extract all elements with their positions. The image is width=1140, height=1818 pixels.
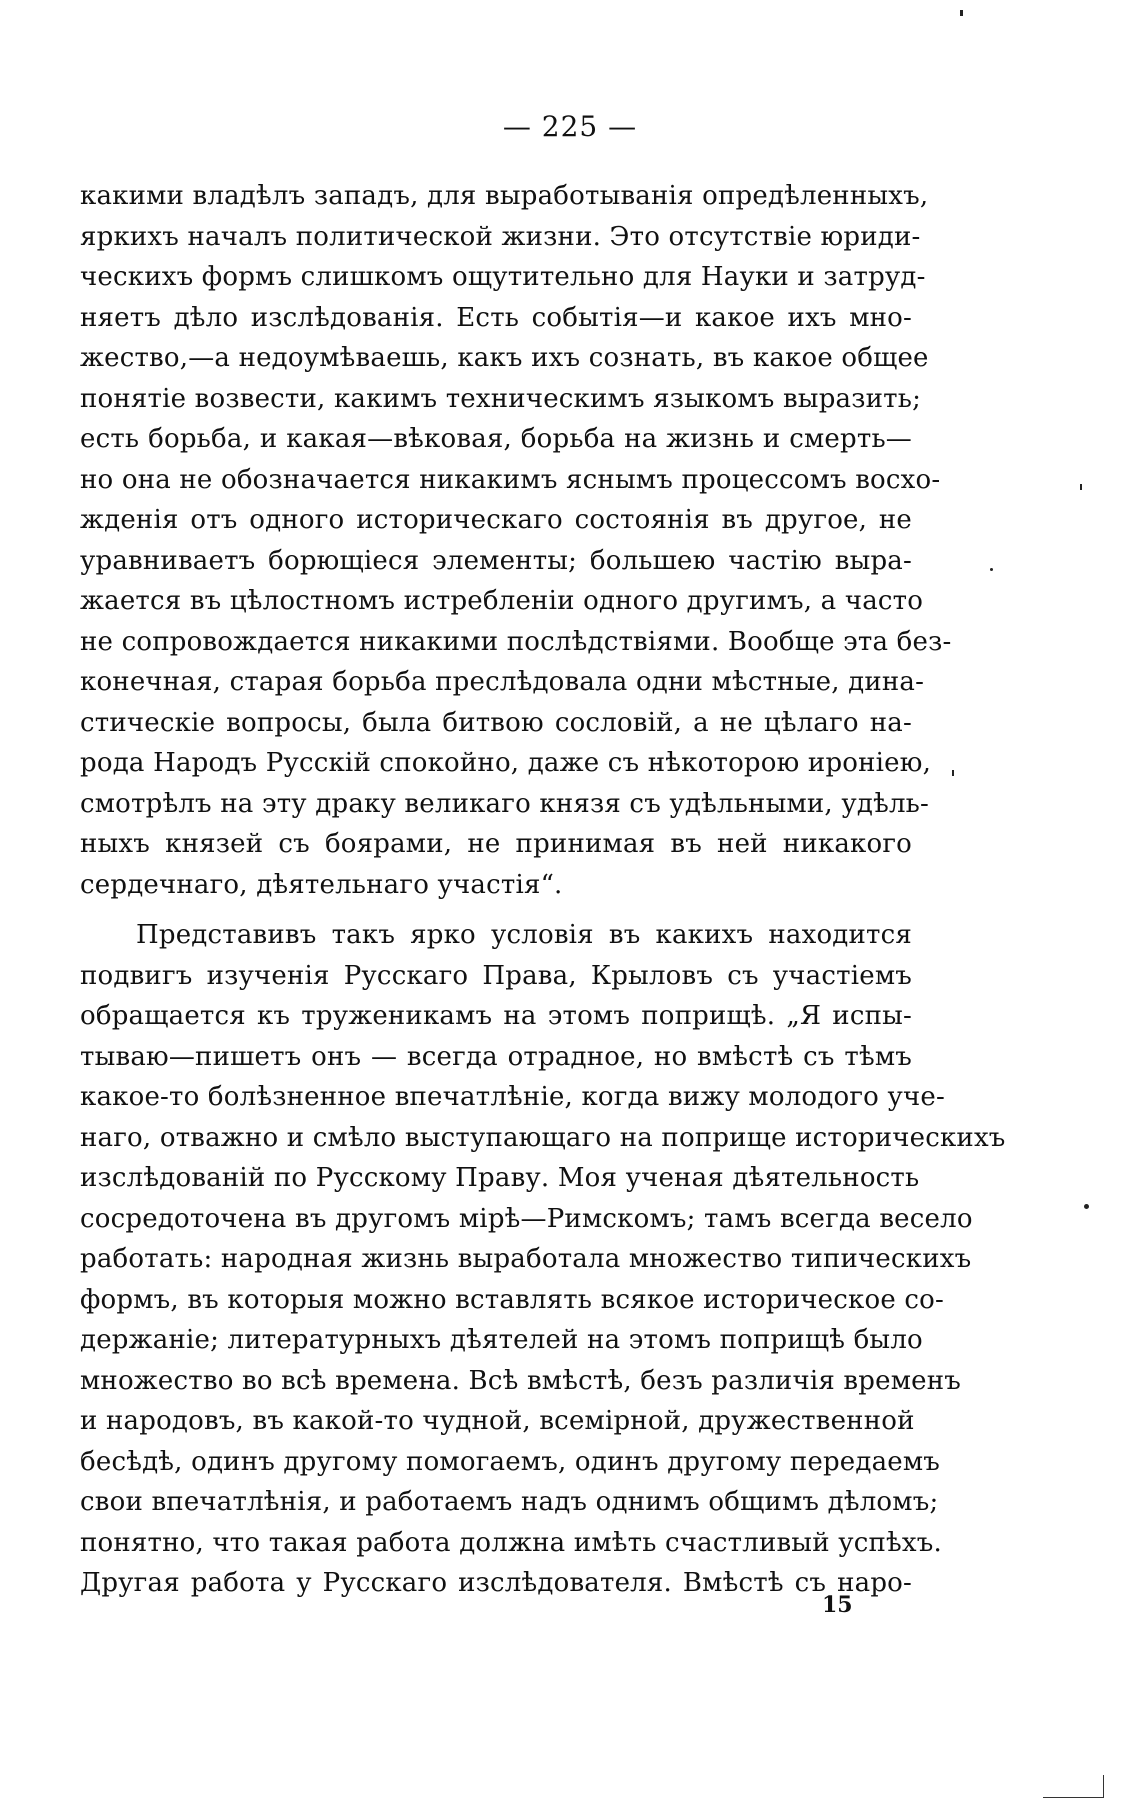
speck-mark [1080,484,1082,490]
text-line: и народовъ, въ какой-то чудной, всемірной, дружественной [80,1406,915,1436]
text-line: рода Народъ Русскій спокойно, даже съ нѣкоторою ироніею, [80,748,932,778]
text-line: наго, отважно и смѣло выступающаго на поприще историческихъ [80,1122,1006,1153]
paragraph-start-line: Представивъ такъ ярко условія въ какихъ находится [136,920,912,950]
body-text [80,176,1006,1604]
text-line: жается въ цѣлостномъ истребленіи одного другимъ, а часто [80,586,924,616]
text-line: какое-то болѣзненное впечатлѣніе, когда вижу молодого уче- [80,1082,945,1112]
text-line: конечная, старая борьба преслѣдовала одни мѣстные, дина- [80,667,925,697]
text-line: жденія отъ одного историческаго состоянія въ другое, не [80,505,912,535]
speck-mark [990,568,993,571]
text-line: свои впечатлѣнія, и работаемъ надъ однимъ общимъ дѣломъ; [80,1487,939,1517]
signature-mark: 15 [822,1592,853,1618]
text-line: жество,—а недоумѣваешь, какъ ихъ сознать, въ какое общее [80,343,929,373]
text-line: понятно, что такая работа должна имѣть счастливый успѣхъ. [80,1527,942,1558]
text-line: уравниваетъ борющіеся элементы; большею частію выра- [80,545,912,576]
text-line: держаніе; литературныхъ дѣятелей на этомъ поприщѣ было [80,1325,923,1355]
text-line: ныхъ князей съ боярами, не принимая въ ней никакого [80,829,912,859]
text-line: стическіе вопросы, была битвою сословій, а не цѣлаго на- [80,707,912,738]
text-line: обращается къ труженикамъ на этомъ поприщѣ. „Я испы- [80,1001,912,1031]
text-line: бесѣдѣ, одинъ другому помогаемъ, одинъ другому передаемъ [80,1446,941,1477]
text-line: Другая работа у Русскаго изслѣдователя. Вмѣстѣ съ наро- [80,1568,912,1598]
corner-bracket-mark [1043,1775,1104,1798]
speck-mark [960,10,963,16]
speck-mark [1084,1204,1089,1209]
text-line: работать: народная жизнь выработала множество типическихъ [80,1244,972,1274]
text-line: ческихъ формъ слишкомъ ощутительно для Науки и затруд- [80,262,926,292]
text-line: множество во всѣ времена. Всѣ вмѣстѣ, безъ различія временъ [80,1365,961,1396]
paragraph-end-line: сердечнаго, дѣятельнаго участія“. [80,869,563,900]
text-line: есть борьба, и какая—вѣковая, борьба на жизнь и смерть— [80,424,912,454]
text-line: не сопровождается никакими послѣдствіями. Вообще эта без- [80,626,952,657]
text-line: но она не обозначается никакимъ яснымъ процессомъ восхо- [80,464,941,495]
text-line: тываю—пишетъ онъ — всегда отрадное, но вмѣстѣ съ тѣмъ [80,1041,912,1072]
text-line: какими владѣлъ западъ, для выработыванія опредѣленныхъ, [80,181,929,211]
text-line: яркихъ началъ политической жизни. Это отсутствіе юриди- [80,221,921,252]
text-line: формъ, въ которыя можно вставлять всякое историческое со- [80,1284,944,1315]
text-line: няетъ дѣло изслѣдованія. Есть событія—и какое ихъ мно- [80,302,912,333]
text-line: изслѣдованій по Русскому Праву. Моя ученая дѣятельность [80,1163,920,1193]
text-line: сосредоточена въ другомъ мірѣ—Римскомъ; тамъ всегда весело [80,1203,973,1234]
text-line: понятіе возвести, какимъ техническимъ языкомъ выразить; [80,383,922,414]
text-line: подвигъ изученія Русскаго Права, Крыловъ съ участіемъ [80,960,912,991]
paragraph-gap [80,905,912,915]
text-line: смотрѣлъ на эту драку великаго князя съ удѣльными, удѣль- [80,788,929,819]
page-number: — 225 — [502,110,638,143]
speck-mark [952,770,954,776]
